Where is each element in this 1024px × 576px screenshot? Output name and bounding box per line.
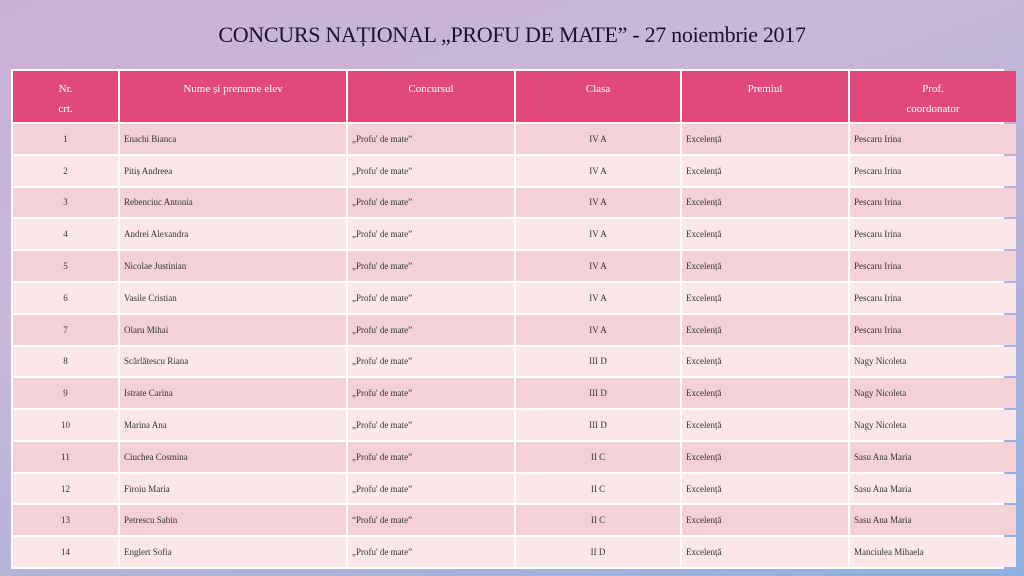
cell-teacher: Sasu Ana Maria [850, 474, 1016, 504]
cell-contest: „Profu' de mate” [348, 156, 514, 186]
cell-prize: Excelență [682, 156, 848, 186]
cell-prize: Excelență [682, 219, 848, 249]
cell-prize: Excelență [682, 537, 848, 567]
cell-prize: Excelență [682, 283, 848, 313]
cell-nr: 5 [13, 251, 118, 281]
cell-class: IV A [516, 156, 680, 186]
header-label: Clasa [585, 83, 611, 95]
cell-name: Olaru Mihai [120, 315, 346, 345]
cell-class: IV A [516, 315, 680, 345]
cell-name: Pitiș Andreea [120, 156, 346, 186]
cell-prize: Excelență [682, 347, 848, 377]
cell-teacher: Manciulea Mihaela [850, 537, 1016, 567]
cell-contest: „Profu' de mate” [348, 378, 514, 408]
cell-contest: “Profu' de mate” [348, 505, 514, 535]
cell-teacher: Sasu Ana Maria [850, 505, 1016, 535]
header-class [516, 71, 680, 122]
cell-nr: 9 [13, 378, 118, 408]
header-label-line2: crt. [58, 103, 73, 115]
cell-prize: Excelență [682, 378, 848, 408]
cell-contest: „Profu' de mate” [348, 219, 514, 249]
header-label: Concursul [408, 83, 454, 95]
cell-contest: „Profu' de mate” [348, 315, 514, 345]
cell-teacher: Sasu Ana Maria [850, 442, 1016, 472]
cell-teacher: Nagy Nicoleta [850, 410, 1016, 440]
cell-contest: „Profu' de mate” [348, 188, 514, 218]
results-table [11, 69, 1004, 569]
cell-class: IV A [516, 251, 680, 281]
cell-class: II D [516, 537, 680, 567]
cell-class: IV A [516, 219, 680, 249]
cell-contest: „Profu' de mate” [348, 283, 514, 313]
cell-nr: 4 [13, 219, 118, 249]
cell-teacher: Pescaru Irina [850, 251, 1016, 281]
cell-teacher: Pescaru Irina [850, 283, 1016, 313]
header-label: Prof. [922, 83, 944, 95]
cell-nr: 3 [13, 188, 118, 218]
cell-prize: Excelență [682, 315, 848, 345]
header-nr [13, 71, 118, 122]
cell-nr: 8 [13, 347, 118, 377]
cell-contest: „Profu' de mate” [348, 537, 514, 567]
cell-nr: 13 [13, 505, 118, 535]
cell-nr: 6 [13, 283, 118, 313]
header-prize [682, 71, 848, 122]
cell-nr: 12 [13, 474, 118, 504]
cell-teacher: Pescaru Irina [850, 219, 1016, 249]
cell-prize: Excelență [682, 474, 848, 504]
cell-teacher: Nagy Nicoleta [850, 378, 1016, 408]
cell-class: II C [516, 474, 680, 504]
header-contest [348, 71, 514, 122]
cell-name: Scărlătescu Riana [120, 347, 346, 377]
header-label: Nr. [58, 83, 73, 95]
header-teacher [850, 71, 1016, 122]
cell-teacher: Pescaru Irina [850, 315, 1016, 345]
cell-prize: Excelență [682, 442, 848, 472]
cell-teacher: Nagy Nicoleta [850, 347, 1016, 377]
cell-contest: „Profu' de mate” [348, 442, 514, 472]
page-title: CONCURS NAȚIONAL „PROFU DE MATE” - 27 noiembrie 2017 [218, 22, 806, 47]
cell-contest: „Profu' de mate” [348, 474, 514, 504]
cell-name: Englert Sofia [120, 537, 346, 567]
cell-name: Vasile Cristian [120, 283, 346, 313]
cell-name: Marina Ana [120, 410, 346, 440]
header-name [120, 71, 346, 122]
cell-class: II C [516, 442, 680, 472]
cell-contest: „Profu' de mate” [348, 124, 514, 154]
cell-class: II C [516, 505, 680, 535]
header-label: Nume și prenume elev [183, 83, 283, 95]
cell-name: Petrescu Sabin [120, 505, 346, 535]
cell-prize: Excelență [682, 124, 848, 154]
cell-nr: 7 [13, 315, 118, 345]
cell-name: Nicolae Justinian [120, 251, 346, 281]
cell-teacher: Pescaru Irina [850, 156, 1016, 186]
cell-name: Enachi Bianca [120, 124, 346, 154]
cell-prize: Excelență [682, 410, 848, 440]
cell-name: Ciuchea Cosmina [120, 442, 346, 472]
cell-name: Rebenciuc Antonia [120, 188, 346, 218]
cell-class: III D [516, 347, 680, 377]
cell-class: III D [516, 378, 680, 408]
cell-class: IV A [516, 188, 680, 218]
cell-prize: Excelență [682, 188, 848, 218]
cell-prize: Excelență [682, 505, 848, 535]
cell-contest: „Profu' de mate” [348, 251, 514, 281]
cell-teacher: Pescaru Irina [850, 124, 1016, 154]
cell-nr: 2 [13, 156, 118, 186]
cell-class: III D [516, 410, 680, 440]
cell-name: Firoiu Maria [120, 474, 346, 504]
header-label-line2: coordonator [906, 103, 960, 115]
cell-class: IV A [516, 283, 680, 313]
cell-contest: „Profu' de mate” [348, 347, 514, 377]
cell-teacher: Pescaru Irina [850, 188, 1016, 218]
cell-nr: 11 [13, 442, 118, 472]
cell-contest: „Profu' de mate” [348, 410, 514, 440]
cell-prize: Excelență [682, 251, 848, 281]
cell-class: IV A [516, 124, 680, 154]
header-label: Premiul [747, 83, 783, 95]
cell-name: Istrate Carina [120, 378, 346, 408]
cell-nr: 1 [13, 124, 118, 154]
cell-nr: 14 [13, 537, 118, 567]
cell-name: Andrei Alexandra [120, 219, 346, 249]
cell-nr: 10 [13, 410, 118, 440]
